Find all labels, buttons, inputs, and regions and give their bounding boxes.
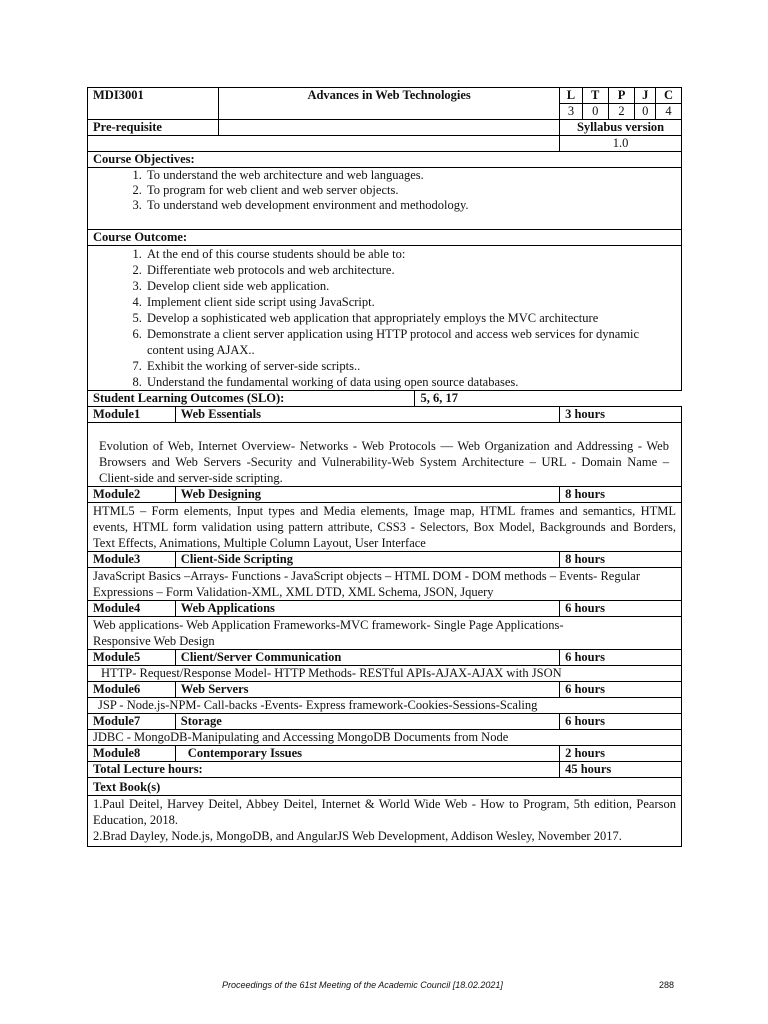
module-title: Client-Side Scripting	[175, 552, 559, 568]
module-content: JavaScript Basics –Arrays- Functions - JavaScript objects – HTML DOM - DOM methods – Events- Regular Expressions – Form Validation-XML, XML DTD, XML Schema, JSON, Jquery	[88, 568, 682, 601]
ltpjc-value-c: 4	[656, 104, 682, 120]
page-number: 288	[658, 980, 674, 990]
objective-item: 3. To understand web development environment and methodology.	[145, 198, 676, 213]
module-content-row	[88, 617, 682, 650]
objectives-heading-row	[88, 152, 682, 168]
module-content: Web applications- Web Application Frameworks-MVC framework- Single Page Applications-Responsive Web Design	[88, 617, 682, 650]
module-id: Module3	[88, 552, 176, 568]
module-header-row	[88, 552, 682, 568]
outcomes-list	[93, 246, 676, 390]
module-id: Module2	[88, 487, 176, 503]
ltpjc-header-j: J	[635, 88, 656, 104]
module-header-row	[88, 746, 682, 762]
module-hours: 8 hours	[560, 487, 682, 503]
module-title: Contemporary Issues	[175, 746, 559, 762]
module-header-row	[88, 682, 682, 698]
slo-label: Student Learning Outcomes (SLO):	[88, 391, 415, 407]
module-hours: 6 hours	[560, 601, 682, 617]
module-content-row	[88, 503, 682, 552]
objectives-heading: Course Objectives:	[88, 152, 682, 168]
module-content: HTTP- Request/Response Model- HTTP Methods- RESTful APIs-AJAX-AJAX with JSON	[88, 666, 682, 682]
module-content-row	[88, 666, 682, 682]
module-header-row	[88, 650, 682, 666]
syllabus-table	[87, 87, 682, 847]
textbooks-heading: Text Book(s)	[88, 778, 682, 796]
module-id: Module4	[88, 601, 176, 617]
module-title: Web Essentials	[175, 407, 559, 423]
outcome-item: 4. Implement client side script using JavaScript.	[145, 294, 640, 310]
prereq-label: Pre-requisite	[88, 120, 219, 136]
module-header-row	[88, 601, 682, 617]
slo-row	[88, 391, 682, 407]
course-header-row	[88, 88, 682, 104]
module-content-row	[88, 730, 682, 746]
ltpjc-value-p: 2	[608, 104, 635, 120]
prereq-row	[88, 120, 682, 136]
page-footer	[222, 980, 674, 990]
module-header-row	[88, 407, 682, 423]
syllabus-document	[87, 87, 682, 847]
ltpjc-header-c: C	[656, 88, 682, 104]
outcomes-row	[88, 246, 682, 391]
ltpjc-value-t: 0	[582, 104, 608, 120]
outcomes-list-cell	[88, 246, 682, 391]
outcome-item: 5. Develop a sophisticated web application that appropriately employs the MVC architecture	[145, 310, 640, 326]
ltpjc-value-l: 3	[560, 104, 583, 120]
ltpjc-value-j: 0	[635, 104, 656, 120]
prereq-value	[219, 120, 560, 136]
version-row	[88, 136, 682, 152]
module-title: Client/Server Communication	[175, 650, 559, 666]
module-hours: 2 hours	[560, 746, 682, 762]
outcomes-heading: Course Outcome:	[88, 230, 682, 246]
module-hours: 3 hours	[560, 407, 682, 423]
outcome-item: 2. Differentiate web protocols and web architecture.	[145, 262, 640, 278]
module-content: HTML5 – Form elements, Input types and Media elements, Image map, HTML frames and semantics, HTML events, HTML form validation using pattern attribute, CSS3 - Selectors, Box Model, Backgrounds and Borders, Text Effects, Animations, Multiple Column Layout, User Interface	[88, 503, 682, 552]
objective-item: 1. To understand the web architecture and web languages.	[145, 168, 676, 183]
module-id: Module7	[88, 714, 176, 730]
module-id: Module8	[88, 746, 176, 762]
module-content: JDBC - MongoDB-Manipulating and Accessing MongoDB Documents from Node	[88, 730, 682, 746]
ltpjc-header-l: L	[560, 88, 583, 104]
version-spacer	[88, 136, 560, 152]
module-title: Web Applications	[175, 601, 559, 617]
outcome-item: 1. At the end of this course students should be able to:	[145, 246, 640, 262]
objectives-row	[88, 168, 682, 230]
total-row	[88, 762, 682, 778]
module-id: Module5	[88, 650, 176, 666]
outcome-item: 3. Develop client side web application.	[145, 278, 640, 294]
module-content: Evolution of Web, Internet Overview- Networks - Web Protocols — Web Organization and Addressing - Web Browsers and Web Servers -Security and Vulnerability-Web System Architecture – URL - Domain Name – Client-side and server-side scripting.	[88, 423, 682, 487]
ltpjc-header-t: T	[582, 88, 608, 104]
total-value: 45 hours	[560, 762, 682, 778]
module-content-row	[88, 568, 682, 601]
module-title: Storage	[175, 714, 559, 730]
outcome-item: 7. Exhibit the working of server-side scripts..	[145, 358, 640, 374]
module-content-row	[88, 423, 682, 487]
module-hours: 6 hours	[560, 714, 682, 730]
objective-item: 2. To program for web client and web server objects.	[145, 183, 676, 198]
textbook-item: 2.Brad Dayley, Node.js, MongoDB, and AngularJS Web Development, Addison Wesley, November 2017.	[93, 829, 622, 843]
module-content-row	[88, 698, 682, 714]
course-title: Advances in Web Technologies	[219, 88, 560, 120]
module-header-row	[88, 487, 682, 503]
textbooks-heading-row	[88, 778, 682, 796]
module-title: Web Servers	[175, 682, 559, 698]
module-hours: 6 hours	[560, 682, 682, 698]
textbooks-row	[88, 796, 682, 847]
module-title: Web Designing	[175, 487, 559, 503]
objectives-list	[93, 168, 676, 213]
syllabus-version-label: Syllabus version	[560, 120, 682, 136]
outcome-item: 8. Understand the fundamental working of data using open source databases.	[145, 374, 640, 390]
module-hours: 8 hours	[560, 552, 682, 568]
textbook-item: 1.Paul Deitel, Harvey Deitel, Abbey Deitel, Internet & World Wide Web - How to Program, 5th edition, Pearson Education, 2018.	[93, 797, 676, 827]
ltpjc-header-p: P	[608, 88, 635, 104]
footer-text: Proceedings of the 61st Meeting of the Academic Council [18.02.2021]	[222, 980, 503, 990]
textbooks-list	[88, 796, 682, 847]
module-header-row	[88, 714, 682, 730]
module-hours: 6 hours	[560, 650, 682, 666]
course-code: MDI3001	[88, 88, 219, 120]
outcome-item: 6. Demonstrate a client server application using HTTP protocol and access web services for dynamic content using AJAX..	[145, 326, 640, 358]
module-id: Module6	[88, 682, 176, 698]
module-id: Module1	[88, 407, 176, 423]
slo-value: 5, 6, 17	[415, 391, 682, 407]
total-label: Total Lecture hours:	[88, 762, 560, 778]
objectives-list-cell	[88, 168, 682, 230]
module-content: JSP - Node.js-NPM- Call-backs -Events- Express framework-Cookies-Sessions-Scaling	[88, 698, 682, 714]
syllabus-version: 1.0	[560, 136, 682, 152]
outcomes-heading-row	[88, 230, 682, 246]
